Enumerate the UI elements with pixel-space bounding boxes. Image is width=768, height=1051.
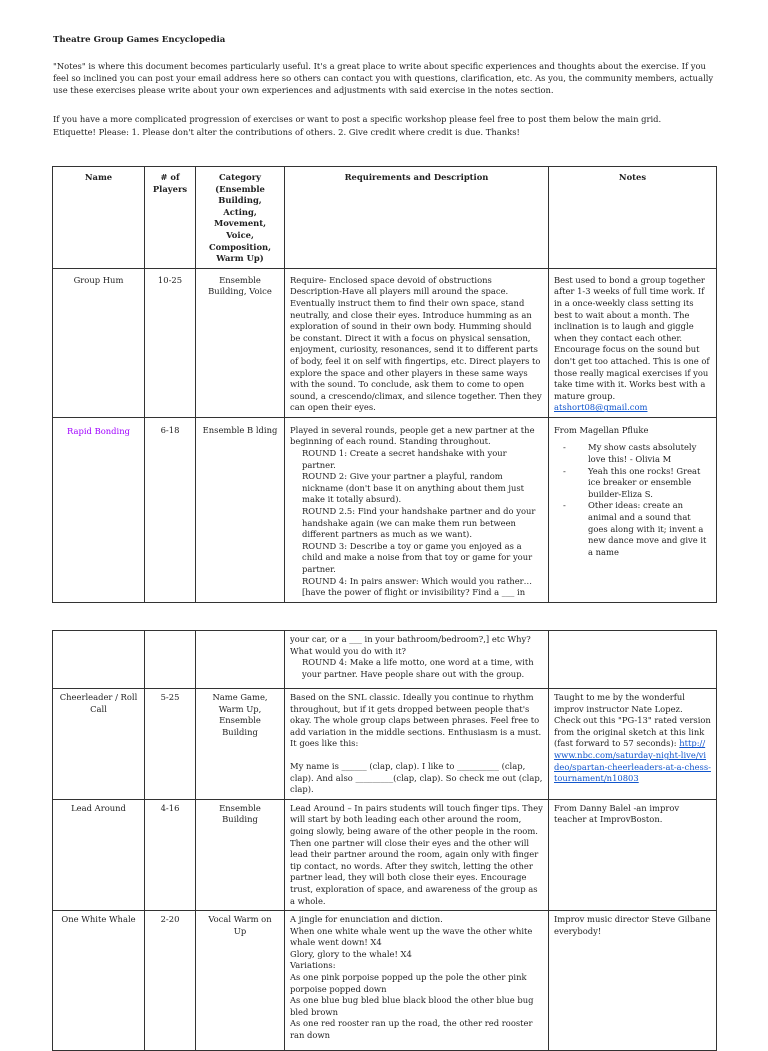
game-category bbox=[196, 631, 285, 689]
game-notes: Improv music director Steve Gilbane everybody! bbox=[549, 911, 717, 1051]
list-item: - My show casts absolutely love this! - Olivia M bbox=[554, 442, 711, 465]
intro-notes-paragraph: "Notes" is where this document becomes particularly useful. It's a great place to write about specific experiences and thoughts about the exercise. If you feel so inclined you can post your email address here so others can contact you with questions, clarification, etc. As you, the community members, actually use these exercises please write about your own experiences and adjustments with said exercise in the notes section. bbox=[53, 61, 714, 95]
notes-text: Best used to bond a group together after 1-3 weeks of full time work. If in a once-weekly class setting its best to wait about a month. The inclination is to laugh and giggle when they contact each other. Encourage focus on the sound but don't get too attached. This is one of those really magical exercises if you take time with it. Works best with a mature group. bbox=[554, 274, 710, 401]
desc-round: ROUND 1: Create a secret handshake with your partner. bbox=[302, 448, 507, 470]
game-description bbox=[285, 911, 549, 1051]
desc-round: ROUND 2.5: Find your handshake partner and do your handshake again (we can make them run between different partners as much as we want). bbox=[302, 506, 536, 540]
desc-line: As one red rooster ran up the road, the other red rooster ran down bbox=[290, 1018, 533, 1041]
notes-list bbox=[554, 442, 711, 558]
game-name: Rapid Bonding bbox=[53, 417, 145, 602]
game-players: 4-16 bbox=[145, 799, 196, 910]
game-name: One White Whale bbox=[53, 911, 145, 1051]
game-name: Lead Around bbox=[53, 799, 145, 910]
desc-line: As one pink porpoise popped up the pole the other pink porpoise popped down bbox=[290, 972, 527, 994]
email-link[interactable]: atshort08@gmail.com bbox=[554, 402, 648, 413]
desc-intro: Played in several rounds, people get a new partner at the beginning of each round. Standing throughout. bbox=[290, 424, 535, 447]
list-item: - Yeah this one rocks! Great ice breaker or ensemble builder-Eliza S. bbox=[554, 466, 711, 501]
game-category: Ensemble B lding bbox=[196, 417, 285, 602]
desc-line: As one blue bug bled blue black blood the other blue bug bled brown bbox=[290, 995, 534, 1017]
game-players bbox=[145, 631, 196, 689]
notes-text: Taught to me by the wonderful improv instructor Nate Lopez. Check out this "PG-13" rated version from the original sketch at this link (fast forward to 57 seconds): bbox=[554, 692, 711, 749]
game-description bbox=[285, 631, 549, 689]
game-notes bbox=[549, 417, 717, 602]
game-notes bbox=[549, 268, 717, 417]
game-players: 5-25 bbox=[145, 689, 196, 800]
desc-line: A jingle for enunciation and diction. bbox=[290, 914, 443, 925]
header-players: # of Players bbox=[145, 167, 196, 269]
table-row bbox=[53, 911, 717, 1051]
game-description bbox=[285, 689, 549, 800]
table-header-row bbox=[53, 167, 717, 269]
game-notes bbox=[549, 631, 717, 689]
table-row bbox=[53, 689, 717, 800]
header-notes: Notes bbox=[549, 167, 717, 269]
header-description: Requirements and Description bbox=[285, 167, 549, 269]
table-row bbox=[53, 631, 717, 689]
desc-line: Glory, glory to the whale! X4 bbox=[290, 948, 412, 959]
desc-round: ROUND 3: Describe a toy or game you enjoyed as a child and make a noise from that toy or game for your partner. bbox=[302, 540, 533, 574]
desc-round: ROUND 4: In pairs answer: Which would you rather…[have the power of flight or invisibility? Find a ___ in bbox=[302, 575, 533, 598]
desc-line: Variations: bbox=[290, 960, 336, 971]
game-description: Lead Around – In pairs students will touch finger tips. They will start by both leading each other around the room, going slowly, being aware of the other people in the room. Then one partner will close their eyes and the other will lead their partner around the room, again only with finger tip contact, no words. After they switch, letting the other partner lead, they will both close their eyes. Encourage trust, exploration of space, and awareness of the group as a whole. bbox=[285, 799, 549, 910]
table-row bbox=[53, 417, 717, 602]
intro-etiquette-paragraph: Etiquette! Please: 1. Please don't alter the contributions of others. 2. Give credit where credit is due. Thanks! bbox=[53, 127, 520, 137]
table-row bbox=[53, 799, 717, 910]
video-link[interactable]: http://www.nbc.com/saturday-night-live/video/spartan-cheerleaders-at-a-chess-tournament/n10803 bbox=[554, 738, 711, 784]
game-category: Name Game, Warm Up, Ensemble Building bbox=[196, 689, 285, 800]
game-notes bbox=[549, 689, 717, 800]
header-category: Category (Ensemble Building, Acting, Movement, Voice, Composition, Warm Up) bbox=[196, 167, 285, 269]
document-title: Theatre Group Games Encyclopedia bbox=[53, 35, 226, 45]
table-row bbox=[53, 268, 717, 417]
desc-text: Based on the SNL classic. Ideally you continue to rhythm throughout, but if it gets dropped between people that's okay. The whole group claps between phrases. Feel free to add variation in the middle sections. Enthusiasm is a must. It goes like this: bbox=[290, 692, 542, 749]
list-item: - Other ideas: create an animal and a sound that goes along with it; invent a new dance move and give it a name bbox=[554, 500, 711, 558]
game-notes: From Danny Balel -an improv teacher at ImprovBoston. bbox=[549, 799, 717, 910]
game-description bbox=[285, 417, 549, 602]
intro-workshop-paragraph: If you have a more complicated progression of exercises or want to post a specific workshop please feel free to post them below the main grid. bbox=[53, 114, 662, 124]
header-name: Name bbox=[53, 167, 145, 269]
game-players: 2-20 bbox=[145, 911, 196, 1051]
game-description: Require- Enclosed space devoid of obstructions Description-Have all players mill around the space. Eventually instruct them to find their own space, stand neutrally, and close their eyes. Introduce humming as an exploration of sound in their own body. Humming should be constant. Direct it with a focus on physical sensation, enjoyment, curiosity, resonances, send it to different parts of body, feel it on self with fingertips, etc. Direct players to explore the space and other players in these same ways with the sound. To conclude, ask them to come to open sound, a crescendo/climax, and silence together. Then they can open their eyes. bbox=[285, 268, 549, 417]
game-category: Ensemble Building, Voice bbox=[196, 268, 285, 417]
game-category: Ensemble Building bbox=[196, 799, 285, 910]
game-name: Group Hum bbox=[53, 268, 145, 417]
desc-chant: My name is ______ (clap, clap). I like to __________ (clap, clap). And also _________(clap, clap). So check me out (clap, clap). bbox=[290, 760, 543, 795]
desc-continued: your car, or a ___ in your bathroom/bedroom?,] etc Why? What would you do with it? bbox=[290, 634, 531, 656]
notes-source: From Magellan Pfluke bbox=[554, 424, 649, 435]
desc-round: ROUND 4: Make a life motto, one word at a time, with your partner. Have people share out with the group. bbox=[302, 657, 534, 679]
desc-line: When one white whale went up the wave the other white whale went down! X4 bbox=[290, 925, 533, 948]
game-name bbox=[53, 631, 145, 689]
games-table-page-2 bbox=[52, 630, 717, 1051]
games-table-page-1 bbox=[52, 166, 717, 603]
game-players: 6-18 bbox=[145, 417, 196, 602]
game-name: Cheerleader / Roll Call bbox=[53, 689, 145, 800]
desc-round: ROUND 2: Give your partner a playful, random nickname (don't base it on anything about them just make it totally absurd). bbox=[302, 471, 525, 505]
game-category: Vocal Warm on Up bbox=[196, 911, 285, 1051]
game-players: 10-25 bbox=[145, 268, 196, 417]
